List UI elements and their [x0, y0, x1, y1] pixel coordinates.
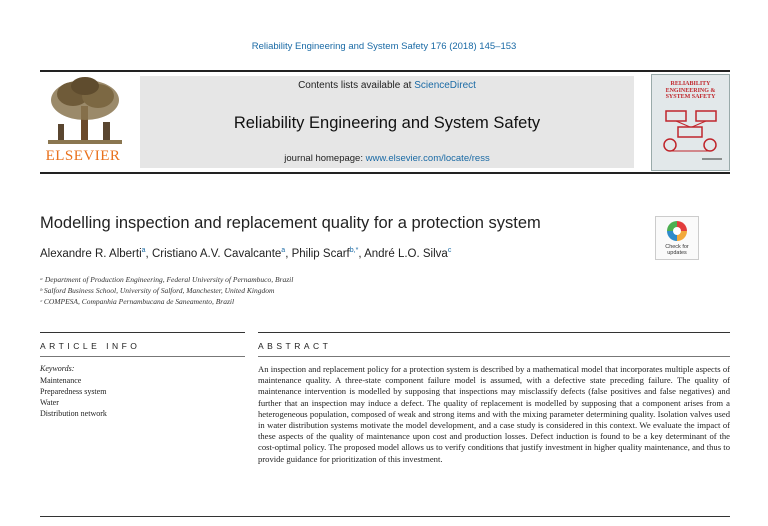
journal-cover-thumbnail[interactable] [651, 74, 730, 171]
author-affiliation-marker[interactable]: a [141, 247, 146, 254]
check-updates-icon [656, 217, 698, 245]
keyword-item: Distribution network [40, 409, 107, 418]
article-info-heading: ARTICLE INFO [40, 341, 141, 351]
elsevier-tree-icon [40, 76, 130, 148]
author-name[interactable]: Philip Scarf [291, 247, 350, 260]
abstract-rule [258, 356, 730, 357]
author-affiliation-marker[interactable]: c [447, 247, 452, 254]
cover-diagram-icon [652, 105, 729, 165]
article-info-rule [40, 356, 245, 357]
keyword-item: Preparedness system [40, 387, 107, 396]
abstract-bottom-rule [40, 516, 730, 517]
author-list [40, 247, 451, 260]
journal-citation[interactable]: Reliability Engineering and System Safety 176 (2018) 145–153 [251, 41, 517, 52]
author-separator: , [285, 247, 292, 260]
affiliation-c: ᶜ COMPESA, Companhia Pernambucana de Saneamento, Brazil [40, 297, 235, 306]
check-updates-label: Check for updates [665, 244, 689, 256]
author-name[interactable]: André L.O. Silva [364, 247, 448, 260]
keyword-item: Maintenance [40, 376, 82, 385]
header-rule-bottom [40, 172, 730, 174]
keyword-item: Water [40, 398, 59, 407]
contents-line [140, 80, 634, 91]
author-name[interactable]: Cristiano A.V. Cavalcante [151, 247, 282, 260]
contents-prefix: Contents lists available at [298, 80, 415, 91]
abstract-top-rule [258, 332, 730, 333]
cover-title: RELIABILITY ENGINEERING & SYSTEM SAFETY [665, 81, 716, 100]
journal-name: Reliability Engineering and System Safety [233, 114, 541, 132]
author-separator: , [145, 247, 152, 260]
journal-homepage-link[interactable]: www.elsevier.com/locate/ress [365, 153, 490, 164]
affiliation-b: ᵇ Salford Business School, University of Salford, Manchester, United Kingdom [40, 286, 275, 295]
homepage-line [140, 153, 634, 164]
paper-title: Modelling inspection and replacement quality for a protection system [40, 214, 541, 232]
author-affiliation-marker[interactable]: a [281, 247, 286, 254]
check-for-updates-button[interactable] [655, 216, 699, 260]
abstract-heading: ABSTRACT [258, 341, 332, 351]
sciencedirect-link[interactable]: ScienceDirect [414, 80, 476, 91]
abstract-text: An inspection and replacement policy for a protection system is described by a mathematical model that incorporates multiple aspects of maintenance quality. A three-state component failure model is assumed, with a defective state preceding failure. The quality of maintenance intervention is modelled by supposing that inspections may misclassify defects (false positives and false negatives) and further that an inspection may induce a defect. The quality of replacement is modelled by supposing that a component arises from a heterogeneous population, composed of weak and strong items and with the mixing parameter determining quality. Isolation valves used in water distribution systems motivate the model development, and a case study is considered in this context. We evaluate the impact of these aspects of the quality of maintenance upon cost and production losses. Defect induction is found to be a key determinant of the cost-optimal policy. The proposed model allows us to verify conditions that justify investment in higher quality maintenance, and thus to provide guidance for prioritization of this investment. [258, 364, 730, 464]
author-name[interactable]: Alexandre R. Alberti [40, 247, 142, 260]
author-affiliation-marker[interactable]: b,* [349, 247, 359, 254]
keywords-label: Keywords: [40, 364, 75, 373]
author-separator: , [358, 247, 365, 260]
publisher-name: ELSEVIER [45, 148, 121, 164]
affiliation-a: ᵃ Department of Production Engineering, Federal University of Pernambuco, Brazil [40, 275, 294, 284]
homepage-prefix: journal homepage: [284, 153, 366, 164]
article-info-top-rule [40, 332, 245, 333]
header-rule-top [40, 70, 730, 72]
